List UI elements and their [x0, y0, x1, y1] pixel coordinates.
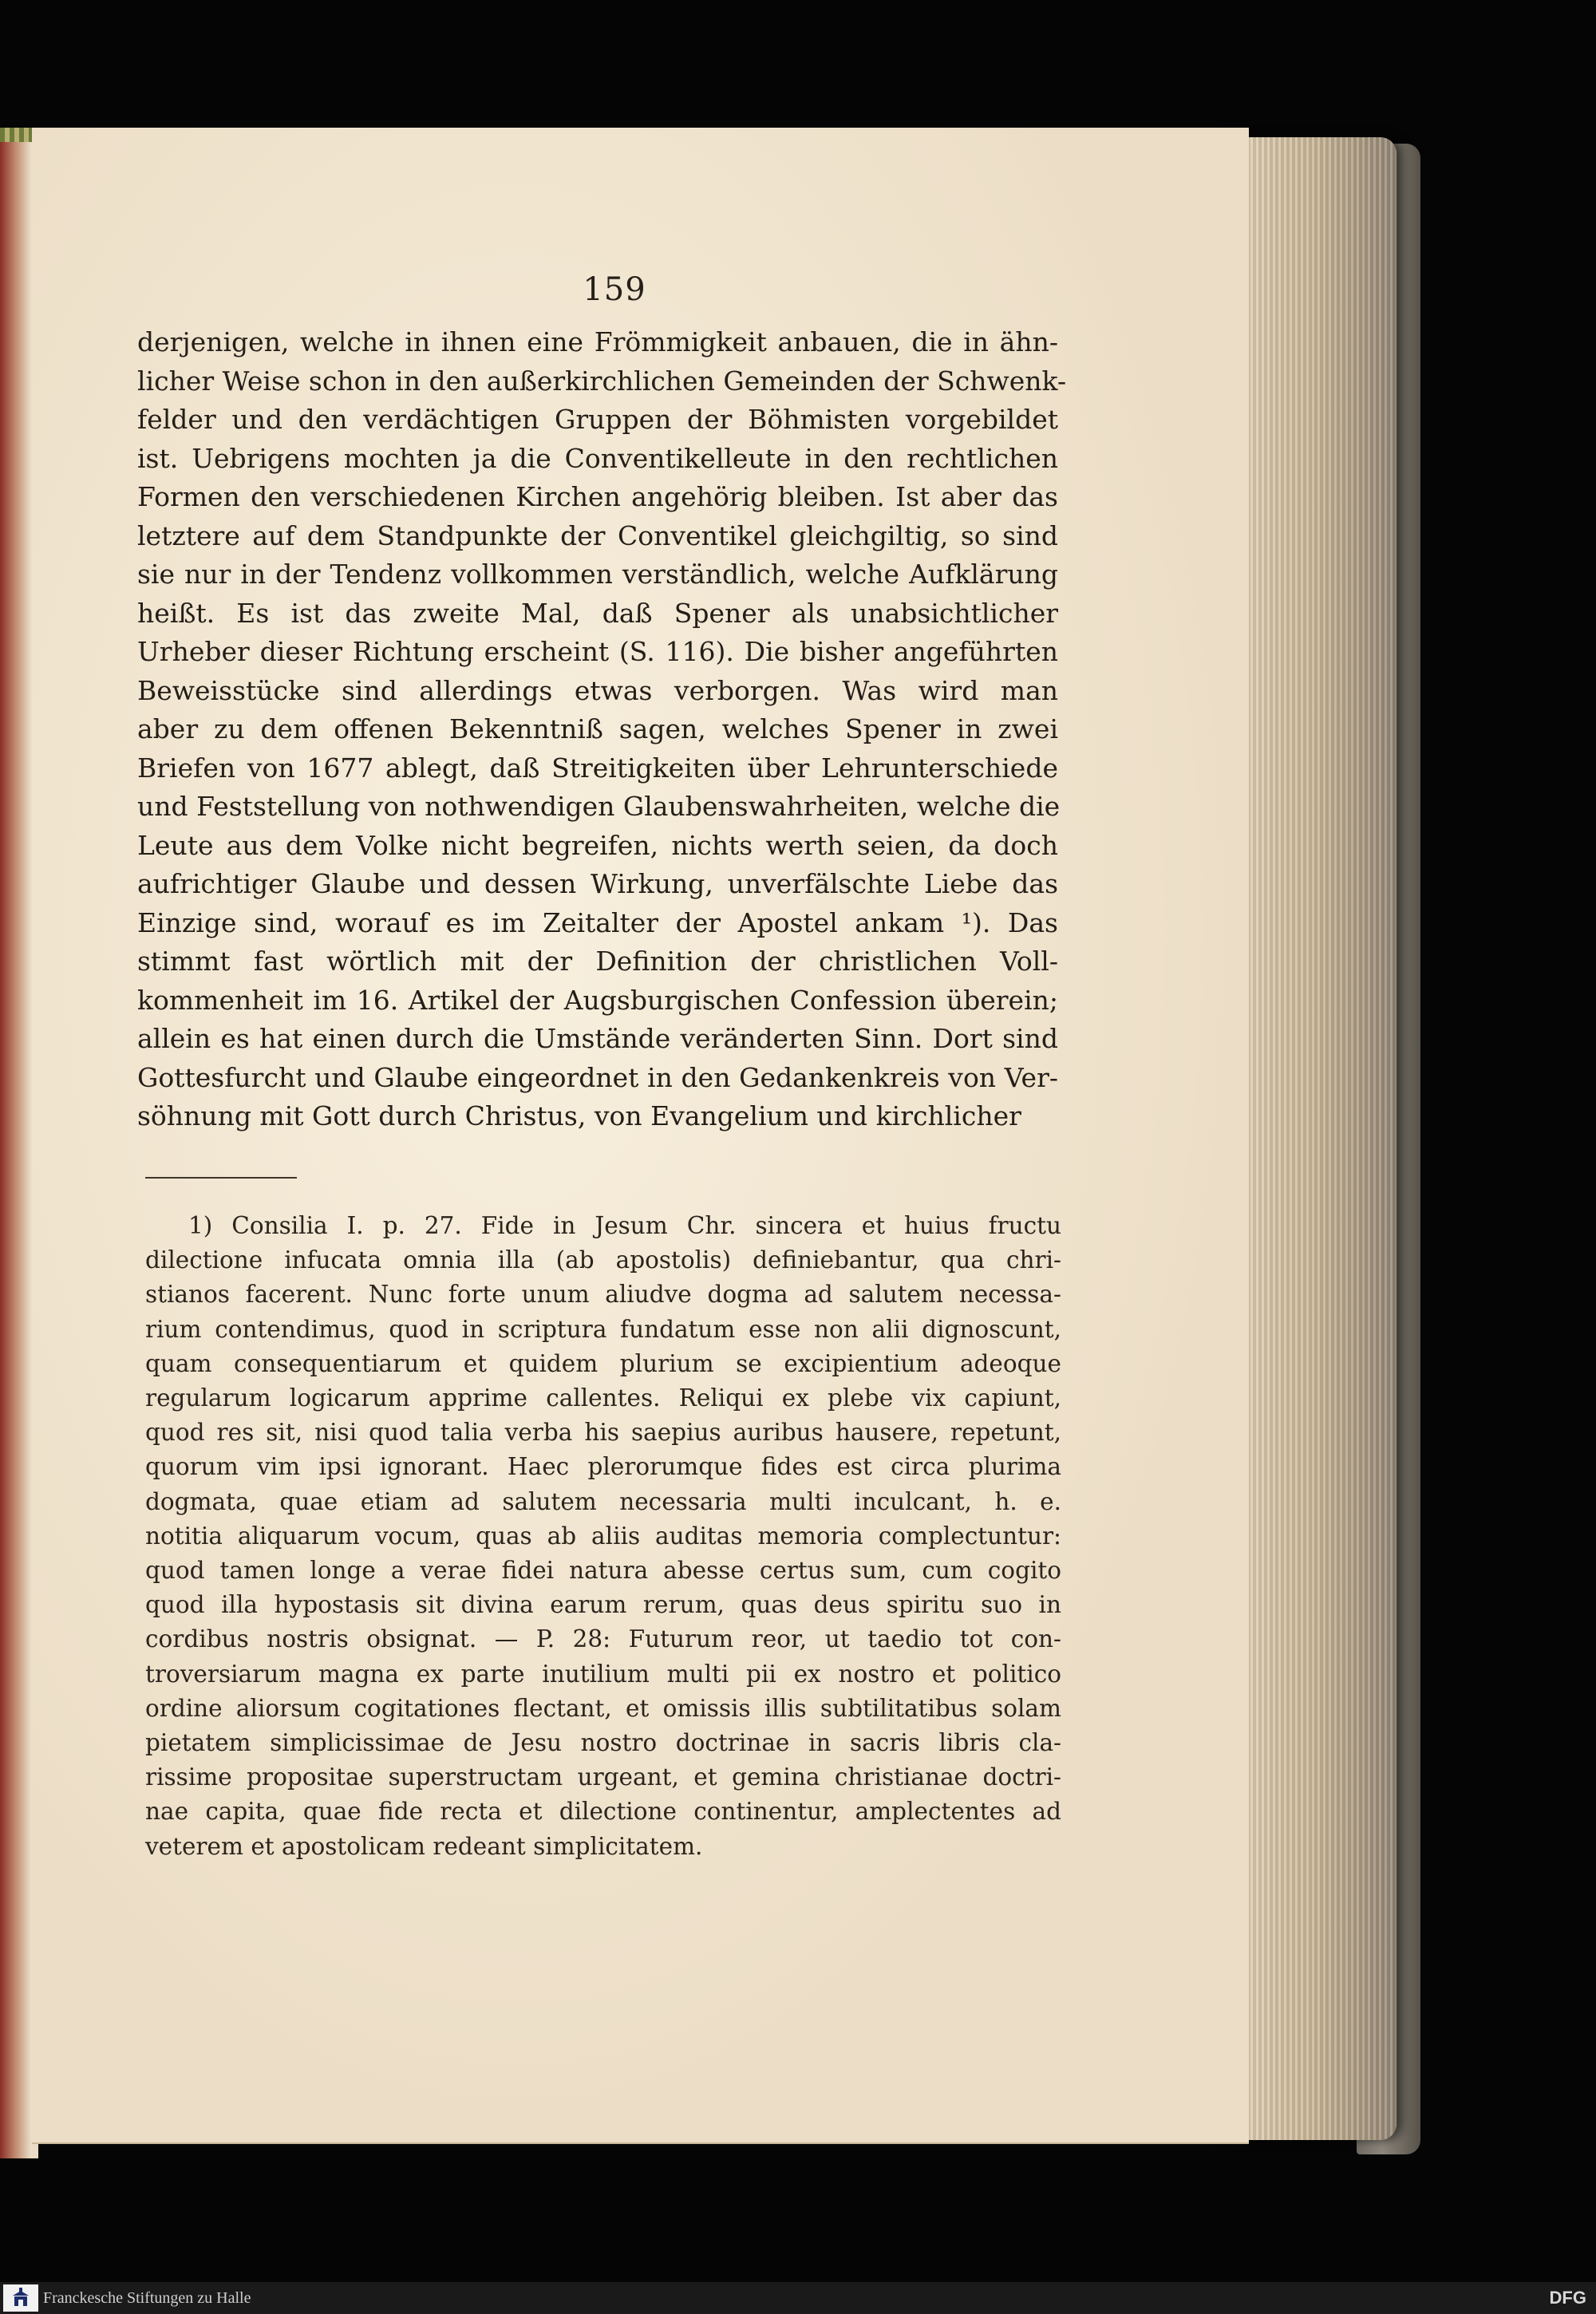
dfg-logo[interactable]: DFG	[1549, 2288, 1586, 2308]
footnote-line: quam consequentiarum et quidem plurium se excipientium adeoque	[145, 1349, 1061, 1377]
footnote-line: cordibus nostris obsignat. — P. 28: Futurum reor, ut taedio tot con-	[145, 1625, 1061, 1653]
footer-credit[interactable]: Franckesche Stiftungen zu Halle	[43, 2288, 251, 2307]
footnote-line: rium contendimus, quod in scriptura fundatum esse non alii dignoscunt,	[145, 1315, 1061, 1343]
text-line: stimmt fast wörtlich mit der Definition der christlichen Voll-	[137, 946, 1058, 977]
text-line: sie nur in der Tendenz vollkommen verständlich, welche Aufklärung	[137, 559, 1058, 590]
footnote-line: regularum logicarum apprime callentes. Reliqui ex plebe vix capiunt,	[145, 1384, 1061, 1412]
text-line: aufrichtiger Glaube und dessen Wirkung, unverfälschte Liebe das	[137, 868, 1058, 899]
footnote-line: quod illa hypostasis sit divina earum rerum, quas deus spiritu suo in	[145, 1591, 1061, 1619]
footnote-line: stianos facerent. Nunc forte unum aliudve dogma ad salutem necessa-	[145, 1281, 1061, 1309]
text-line: Formen den verschiedenen Kirchen angehörig bleiben. Ist aber das	[137, 481, 1058, 512]
footnote-line: notitia aliquarum vocum, quas ab aliis auditas memoria complectuntur:	[145, 1522, 1061, 1550]
footnote-line: 1) Consilia I. p. 27. Fide in Jesum Chr. sincera et huius fructu	[188, 1212, 1061, 1239]
book-page	[32, 128, 1249, 2142]
footnote	[145, 1209, 1061, 1864]
footnote-line: troversiarum magna ex parte inutilium multi pii ex nostro et politico	[145, 1660, 1061, 1688]
footnote-line: quod tamen longe a verae fidei natura abesse certus sum, cum cogito	[145, 1557, 1061, 1585]
page-number: 159	[583, 271, 646, 308]
footnote-line: dilectione infucata omnia illa (ab apostolis) definiebantur, qua chri-	[145, 1246, 1061, 1274]
text-line: letztere auf dem Standpunkte der Conventikel gleichgiltig, so sind	[137, 519, 1058, 551]
footnote-line: veterem et apostolicam redeant simplicitatem.	[145, 1832, 703, 1860]
text-line: heißt. Es ist das zweite Mal, daß Spener als unabsichtlicher	[137, 597, 1058, 629]
footnote-line: nae capita, quae fide recta et dilectione continentur, amplectentes ad	[145, 1798, 1061, 1826]
text-line: Leute aus dem Volke nicht begreifen, nichts werth seien, da doch	[137, 829, 1058, 861]
text-line: allein es hat einen durch die Umstände veränderten Sinn. Dort sind	[137, 1023, 1058, 1054]
foundation-logo-icon	[3, 2284, 38, 2312]
text-line: Urheber dieser Richtung erscheint (S. 116). Die bisher angeführten	[137, 636, 1058, 667]
text-line: ist. Uebrigens mochten ja die Conventikelleute in den rechtlichen	[137, 442, 1058, 474]
text-line: derjenigen, welche in ihnen eine Frömmigkeit anbauen, die in ähn-	[137, 326, 1058, 357]
footnote-line: dogmata, quae etiam ad salutem necessaria multi inculcant, h. e.	[145, 1487, 1061, 1515]
footnote-line: quod res sit, nisi quod talia verba his saepius auribus hausere, repetunt,	[145, 1419, 1061, 1447]
text-line: Einzige sind, worauf es im Zeitalter der Apostel ankam ¹). Das	[137, 906, 1058, 938]
text-line: licher Weise schon in den außerkirchlichen Gemeinden der Schwenk-	[137, 365, 1067, 397]
text-line: Beweisstücke sind allerdings etwas verborgen. Was wird man	[137, 674, 1058, 706]
viewer-footer	[0, 2282, 1596, 2314]
text-line: kommenheit im 16. Artikel der Augsburgischen Confession überein;	[137, 984, 1058, 1016]
text-line: Gottesfurcht und Glaube eingeordnet in den Gedankenkreis von Ver-	[137, 1061, 1058, 1093]
main-text	[137, 323, 1067, 1136]
text-line: aber zu dem offenen Bekenntniß sagen, welches Spener in zwei	[137, 713, 1058, 744]
footnote-divider	[145, 1177, 297, 1179]
text-line: felder und den verdächtigen Gruppen der Böhmisten vorgebildet	[137, 404, 1058, 435]
footnote-line: quorum vim ipsi ignorant. Haec plerorumque fides est circa plurima	[145, 1453, 1061, 1481]
footnote-line: ordine aliorsum cogitationes flectant, et omissis illis subtilitatibus solam	[145, 1694, 1061, 1722]
text-line: Briefen von 1677 ablegt, daß Streitigkeiten über Lehrunterschiede	[137, 752, 1058, 784]
footnote-line: rissime propositae superstructam urgeant, et gemina christianae doctri-	[145, 1763, 1061, 1791]
text-line: und Feststellung von nothwendigen Glaubenswahrheiten, welche die	[137, 791, 1061, 822]
text-line: söhnung mit Gott durch Christus, von Evangelium und kirchlicher	[137, 1100, 1021, 1131]
footnote-line: pietatem simplicissimae de Jesu nostro doctrinae in sacris libris cla-	[145, 1729, 1061, 1757]
